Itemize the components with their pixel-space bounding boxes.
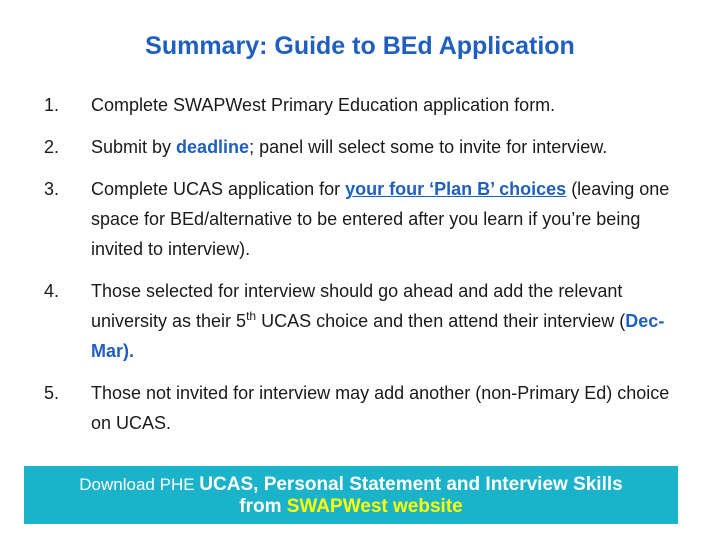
list-item-2 (44, 132, 694, 162)
banner-resources-text: UCAS, Personal Statement and Interview Skills (199, 474, 623, 495)
item-text (91, 174, 694, 264)
list-item-3 (44, 174, 694, 264)
numbered-list (44, 90, 694, 450)
slide-title: Summary: Guide to BEd Application (145, 32, 575, 60)
list-item-4 (44, 276, 694, 366)
banner-line-1 (24, 474, 678, 496)
download-banner (24, 466, 678, 524)
item-text-pre: Complete UCAS application for (91, 179, 346, 199)
list-item-5 (44, 378, 694, 438)
list-item-1 (44, 90, 694, 120)
banner-download-text: Download PHE (79, 475, 200, 494)
item-text-pre: Submit by (91, 137, 177, 157)
swapwest-website-link[interactable]: SWAPWest website (286, 496, 463, 517)
plan-b-choices-link[interactable]: your four ‘Plan B’ choices (345, 179, 567, 199)
item-number: 2. (44, 137, 60, 157)
item-text-post: (leaving one space for BEd/alternative to be entered after you learn if you’re being invited to interview). (91, 179, 670, 259)
item-text-post: ; panel will select some to invite for interview. (249, 137, 608, 157)
item-text (91, 132, 694, 162)
dates-highlight: Dec-Mar). (91, 311, 665, 361)
banner-from-text: from (239, 496, 287, 517)
item-text-pre: Those selected for interview should go ahead and add the relevant university as their 5 (91, 281, 623, 331)
deadline-highlight: deadline (176, 137, 250, 157)
banner-line-2 (24, 496, 678, 518)
item-number: 4. (44, 281, 60, 301)
item-text: Those not invited for interview may add another (non-Primary Ed) choice on UCAS. (91, 383, 670, 433)
item-number: 5. (44, 383, 60, 403)
item-number: 3. (44, 179, 60, 199)
item-number: 1. (44, 95, 60, 115)
item-text-mid: UCAS choice and then attend their interview ( (256, 311, 626, 331)
item-text: Complete SWAPWest Primary Education application form. (91, 95, 556, 115)
ordinal-suffix: th (246, 309, 257, 323)
item-text (91, 276, 694, 366)
